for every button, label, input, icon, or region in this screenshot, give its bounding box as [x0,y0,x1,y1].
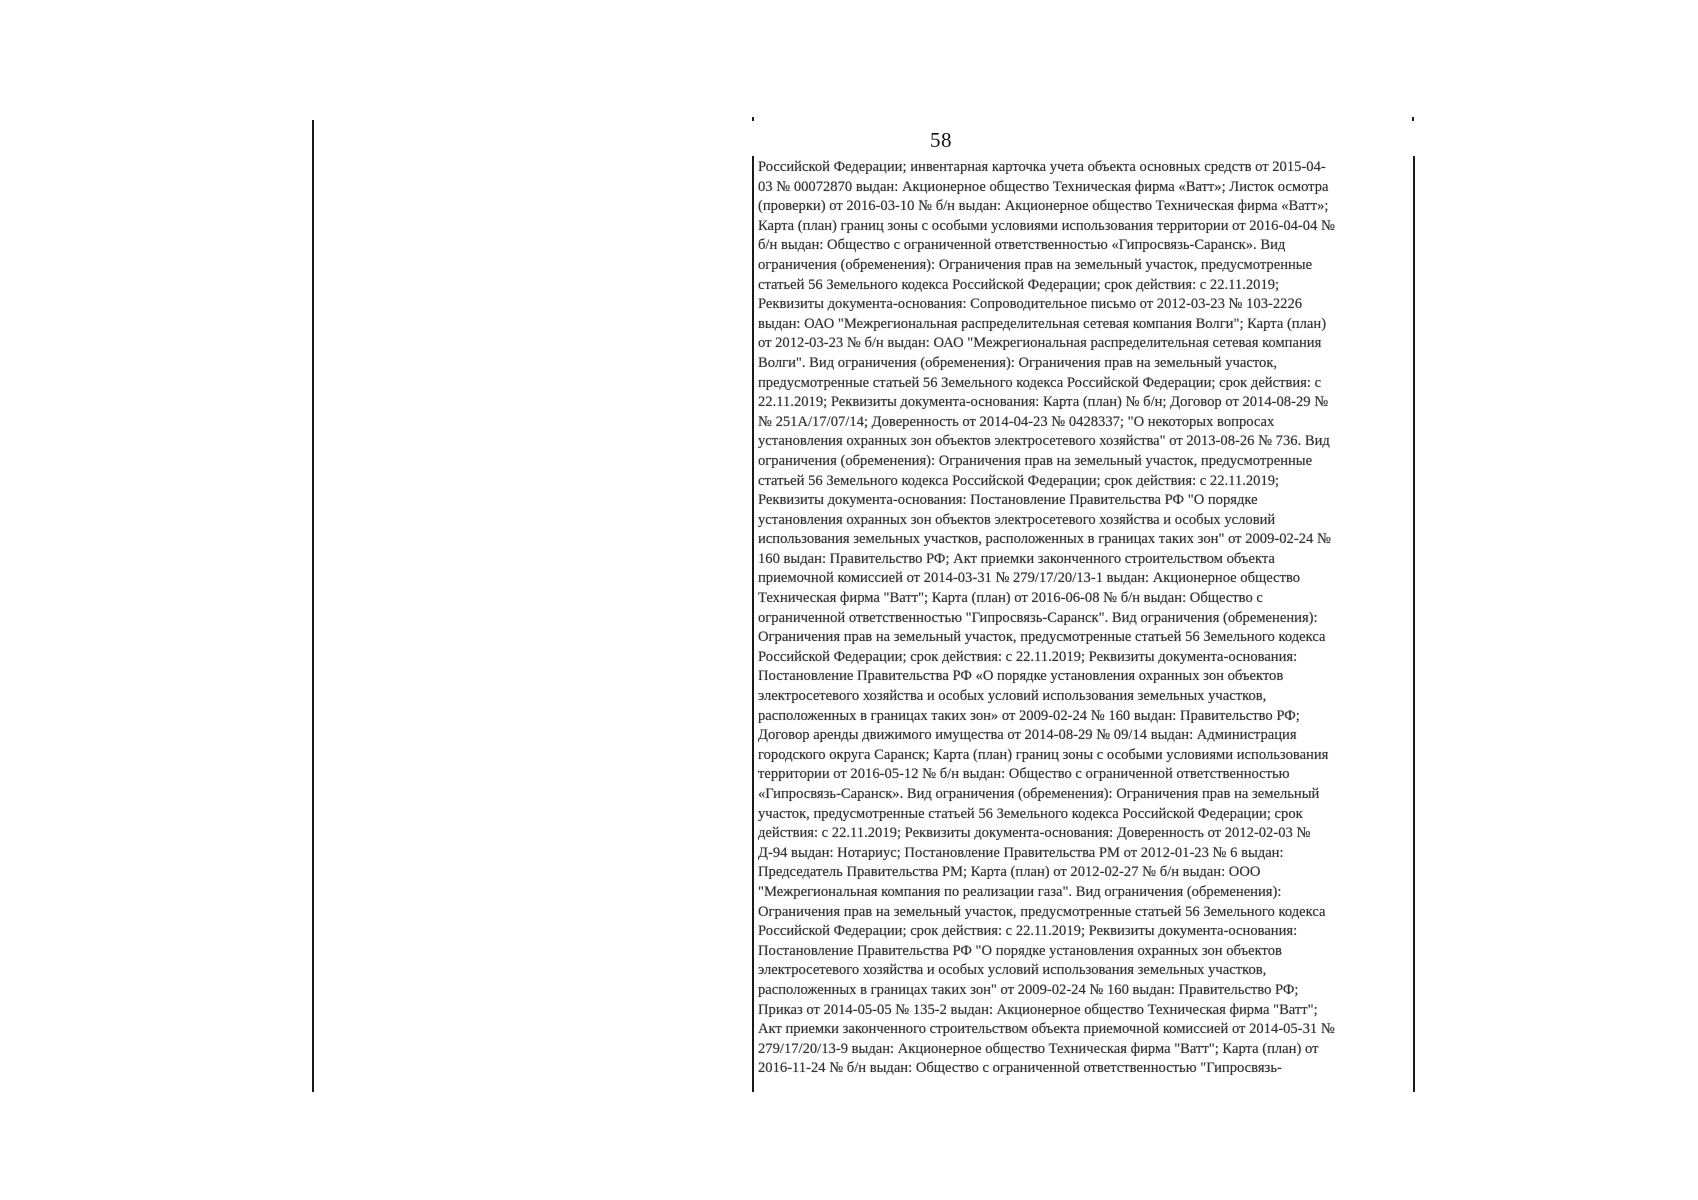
text-line: Российской Федерации; срок действия: с 22.11.2019; Реквизиты документа-основания: [758,923,1298,940]
table-column-divider [752,156,754,1092]
text-line: статьей 56 Земельного кодекса Российской Федерации; срок действия: с 22.11.2019; [758,276,1280,293]
text-line: Волги". Вид ограничения (обременения): Ограничения прав на земельный участок, [758,354,1278,371]
text-line: приемочной комиссией от 2014-03-31 № 279/17/20/13-1 выдан: Акционерное общество [758,570,1301,587]
table-right-border [1413,156,1415,1092]
text-line: Реквизиты документа-основания: Постановление Правительства РФ "О порядке [758,492,1258,509]
text-line: ограничения (обременения): Ограничения прав на земельный участок, предусмотренные [758,256,1313,273]
text-line: № 251А/17/07/14; Доверенность от 2014-04-23 № 0428337; "О некоторых вопросах [758,413,1275,430]
text-line: Российской Федерации; инвентарная карточка учета объекта основных средств от 2015-04- [758,159,1326,175]
text-line: 03 № 00072870 выдан: Акционерное общество Техническая фирма «Ватт»; Листок осмотра [758,178,1329,195]
text-line: 2016-11-24 № б/н выдан: Общество с ограниченной ответственностью "Гипросвязь- [758,1060,1282,1077]
text-line: ограниченной ответственностью "Гипросвязь-Саранск". Вид ограничения (обременения): [758,609,1318,626]
text-line: установления охранных зон объектов электросетевого хозяйства" от 2013-08-26 № 736. Вид [758,433,1330,450]
text-line: установления охранных зон объектов электросетевого хозяйства и особых условий [758,511,1276,528]
text-line: Приказ от 2014-05-05 № 135-2 выдан: Акционерное общество Техническая фирма "Ватт"; [758,1001,1318,1018]
text-line: б/н выдан: Общество с ограниченной ответственностью «Гипросвязь-Саранск». Вид [758,237,1286,254]
page-number: 58 [930,128,952,152]
text-line: Постановление Правительства РФ «О порядке установления охранных зон объектов [758,668,1284,685]
text-line: Постановление Правительства РФ "О порядке установления охранных зон объектов [758,942,1282,959]
table-cell-text [758,158,1410,1088]
text-line: территории от 2016-05-12 № б/н выдан: Общество с ограниченной ответственностью [758,766,1290,783]
table-border-tick [752,117,754,121]
text-line: (проверки) от 2016-03-10 № б/н выдан: Акционерное общество Техническая фирма «Ватт»; [758,198,1329,215]
text-line: расположенных в границах таких зон» от 2009-02-24 № 160 выдан: Правительство РФ; [758,707,1300,724]
text-line: Ограничения прав на земельный участок, предусмотренные статьей 56 Земельного кодекса [758,903,1326,920]
text-line: предусмотренные статьей 56 Земельного кодекса Российской Федерации; срок действия: с [758,374,1322,391]
text-line: статьей 56 Земельного кодекса Российской Федерации; срок действия: с 22.11.2019; [758,472,1280,489]
text-line: Председатель Правительства РМ; Карта (план) от 2012-02-27 № б/н выдан: ООО [758,864,1261,881]
text-line: расположенных в границах таких зон" от 2009-02-24 № 160 выдан: Правительство РФ; [758,981,1299,998]
text-line: «Гипросвязь-Саранск». Вид ограничения (обременения): Ограничения прав на земельный [758,786,1320,802]
text-line: Российской Федерации; срок действия: с 22.11.2019; Реквизиты документа-основания: [758,648,1298,665]
text-line: Д-94 выдан: Нотариус; Постановление Правительства РМ от 2012-01-23 № 6 выдан: [758,844,1284,861]
text-line: Реквизиты документа-основания: Сопроводительное письмо от 2012-03-23 № 103-2226 [758,296,1303,313]
table-border-tick [1412,117,1414,121]
text-line: участок, предусмотренные статьей 56 Земельного кодекса Российской Федерации; срок [758,805,1303,822]
text-line: 22.11.2019; Реквизиты документа-основания: Карта (план) № б/н; Договор от 2014-08-29 № [758,394,1329,411]
text-line: Техническая фирма "Ватт"; Карта (план) от 2016-06-08 № б/н выдан: Общество с [758,590,1263,607]
text-line: действия: с 22.11.2019; Реквизиты документа-основания: Доверенность от 2012-02-03 № [758,825,1311,842]
text-line: Договор аренды движимого имущества от 2014-08-29 № 09/14 выдан: Администрация [758,727,1297,744]
table-left-border [312,120,314,1092]
text-line: 279/17/20/13-9 выдан: Акционерное общество Техническая фирма "Ватт"; Карта (план) от [758,1040,1319,1057]
text-line: электросетевого хозяйства и особых условий использования земельных участков, [758,962,1267,979]
text-line: от 2012-03-23 № б/н выдан: ОАО "Межрегиональная распределительная сетевая компания [758,335,1322,352]
text-line: Карта (план) границ зоны с особыми условиями использования территории от 2016-04-04 № [758,217,1335,234]
text-line: электросетевого хозяйства и особых условий использования земельных участков, [758,688,1267,705]
text-line: городского округа Саранск; Карта (план) границ зоны с особыми условиями использования [758,746,1329,763]
text-line: "Межрегиональная компания по реализации газа". Вид ограничения (обременения): [758,883,1282,900]
text-line: Акт приемки законченного строительством объекта приемочной комиссией от 2014-05-31 № [758,1021,1335,1038]
text-line: ограничения (обременения): Ограничения прав на земельный участок, предусмотренные [758,452,1313,469]
text-line: 160 выдан: Правительство РФ; Акт приемки законченного строительством объекта [758,550,1275,567]
text-line: выдан: ОАО "Межрегиональная распределительная сетевая компания Волги"; Карта (план) [758,315,1327,332]
text-line: Ограничения прав на земельный участок, предусмотренные статьей 56 Земельного кодекса [758,629,1326,646]
text-line: использования земельных участков, расположенных в границах таких зон" от 2009-02-24 № [758,531,1331,548]
